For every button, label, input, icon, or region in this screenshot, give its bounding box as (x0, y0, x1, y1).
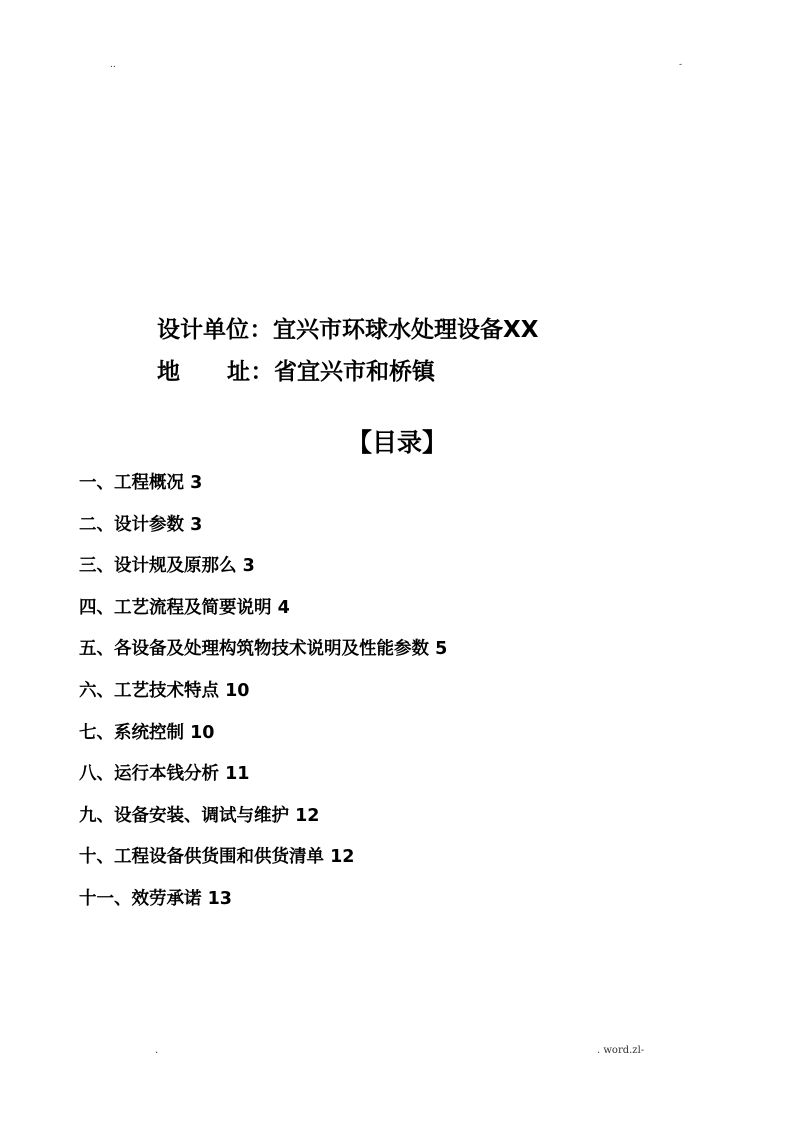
address-colon: ： (250, 359, 274, 385)
header-right-mark: - (679, 60, 683, 70)
footer-left-mark: . (155, 1045, 159, 1056)
toc-item[interactable]: 七、系统控制 10 (79, 722, 215, 743)
design-unit-colon: ： (249, 317, 273, 343)
address-label-char-2: 址 (227, 359, 250, 385)
toc-list (79, 470, 447, 928)
toc-item[interactable]: 二、设计参数 3 (79, 514, 203, 535)
toc-item[interactable]: 十一、效劳承诺 13 (79, 888, 232, 909)
company-info (157, 309, 717, 393)
design-unit-label: 设计单位 (157, 317, 249, 343)
toc-item[interactable]: 九、设备安装、调试与维护 12 (79, 805, 320, 826)
design-unit-value: 宜兴市环球水处理设备XX (273, 317, 539, 343)
design-unit-line (157, 309, 717, 351)
address-line (157, 351, 717, 393)
toc-item[interactable]: 五、各设备及处理构筑物技术说明及性能参数 5 (79, 639, 448, 660)
footer-right-mark: . word.zl- (597, 1045, 645, 1056)
toc-item[interactable]: 十、工程设备供货围和供货清单 12 (79, 847, 355, 868)
toc-item[interactable]: 四、工艺流程及简要说明 4 (79, 597, 290, 618)
toc-item[interactable]: 三、设计规及原那么 3 (79, 556, 255, 577)
header-left-mark: .. (110, 60, 116, 70)
toc-title: 【目录】 (346, 428, 447, 457)
toc-item[interactable]: 六、工艺技术特点 10 (79, 680, 250, 701)
address-value: 省宜兴市和桥镇 (274, 359, 435, 385)
address-label-char-1: 地 (157, 359, 180, 385)
address-label (157, 351, 250, 393)
toc-item[interactable]: 一、工程概况 3 (79, 473, 203, 493)
toc-item[interactable]: 八、运行本钱分析 11 (79, 764, 250, 785)
